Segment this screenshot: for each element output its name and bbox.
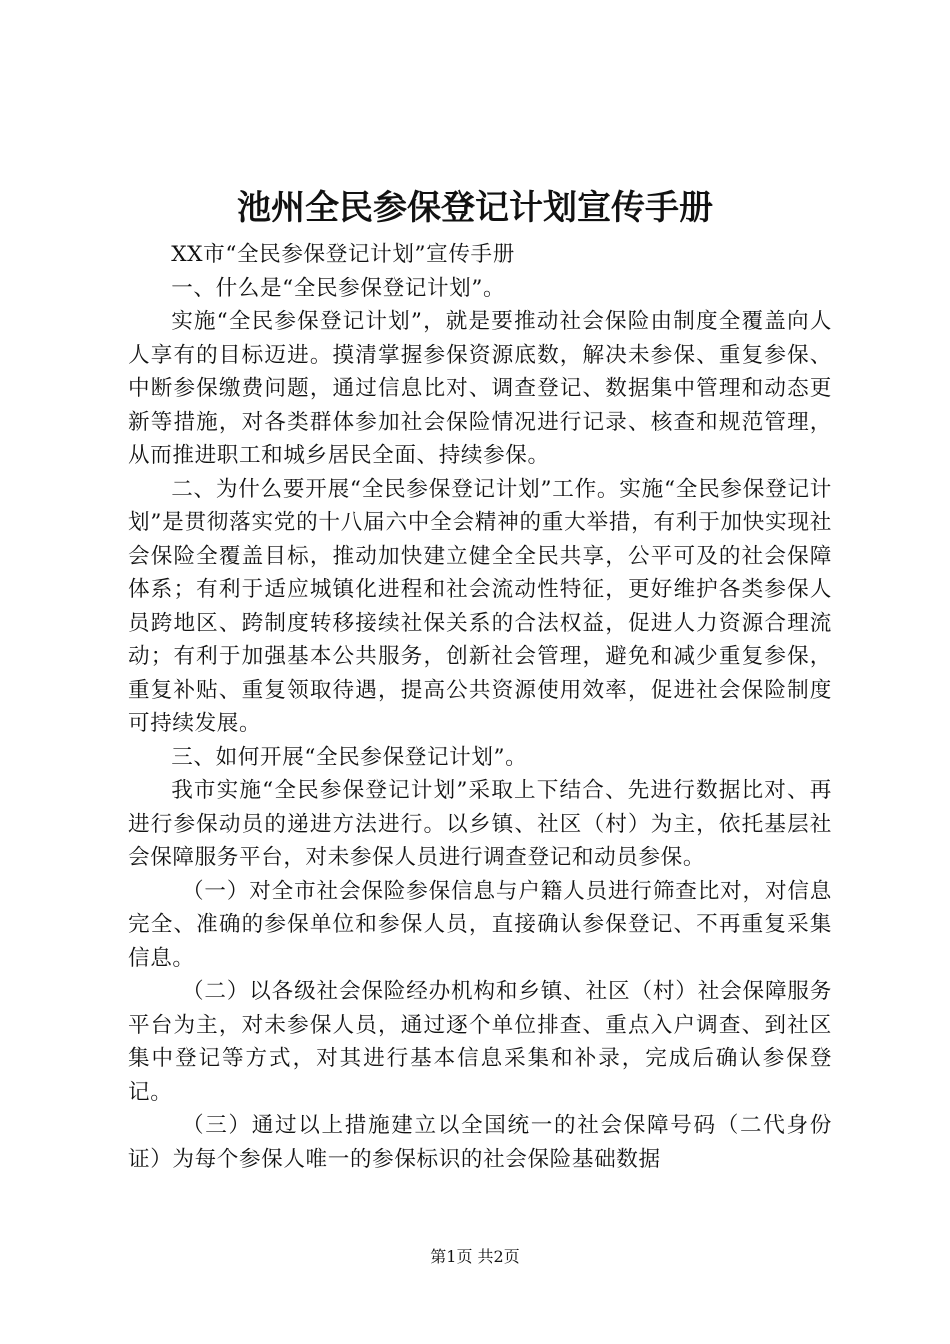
body-paragraph: 实施“全民参保登记计划”，就是要推动社会保险由制度全覆盖向人人享有的目标迈进。摸清掌握参保资源底数，解决未参保、重复参保、中断参保缴费问题，通过信息比对、调查登记、数据集中管理和动态更新等措施，对各类群体参加社会保险情况进行记录、核查和规范管理，从而推进职工和城乡居民全面、持续参保。	[128, 309, 832, 468]
list-item-3: （三）通过以上措施建立以全国统一的社会保障号码（二代身份证）为每个参保人唯一的参保标识的社会保险基础数据	[128, 1113, 832, 1172]
list-item-1: （一）对全市社会保险参保信息与户籍人员进行筛查比对，对信息完全、准确的参保单位和参保人员，直接确认参保登记、不再重复采集信息。	[128, 878, 832, 971]
section-heading-1: 一、什么是“全民参保登记计划”。	[171, 275, 506, 301]
subtitle-paragraph: XX市“全民参保登记计划”宣传手册	[171, 242, 515, 267]
section-heading-3: 三、如何开展“全民参保登记计划”。	[171, 744, 528, 770]
document-title: 池州全民参保登记计划宣传手册	[237, 188, 713, 228]
list-item-2: （二）以各级社会保险经办机构和乡镇、社区（村）社会保障服务平台为主，对未参保人员，通过逐个单位排查、重点入户调查、到社区集中登记等方式，对其进行基本信息采集和补录，完成后确认参保登记。	[128, 979, 832, 1105]
section-heading-2-paragraph: 二、为什么要开展“全民参保登记计划”工作。实施“全民参保登记计划”是贯彻落实党的十八届六中全会精神的重大举措，有利于加快实现社会保险全覆盖目标，推动加快建立健全全民共享，公平可及的社会保障体系；有利于适应城镇化进程和社会流动性特征，更好维护各类参保人员跨地区、跨制度转移接续社保关系的合法权益，促进人力资源合理流动；有利于加强基本公共服务，创新社会管理，避免和减少重复参保，重复补贴、重复领取待遇，提高公共资源使用效率，促进社会保险制度可持续发展。	[128, 476, 832, 736]
document-body	[128, 238, 832, 1176]
page-number: 第1页 共2页	[430, 1247, 520, 1266]
body-paragraph: 我市实施“全民参保登记计划”采取上下结合、先进行数据比对、再进行参保动员的递进方法进行。以乡镇、社区（村）为主，依托基层社会保障服务平台，对未参保人员进行调查登记和动员参保。	[128, 778, 832, 870]
